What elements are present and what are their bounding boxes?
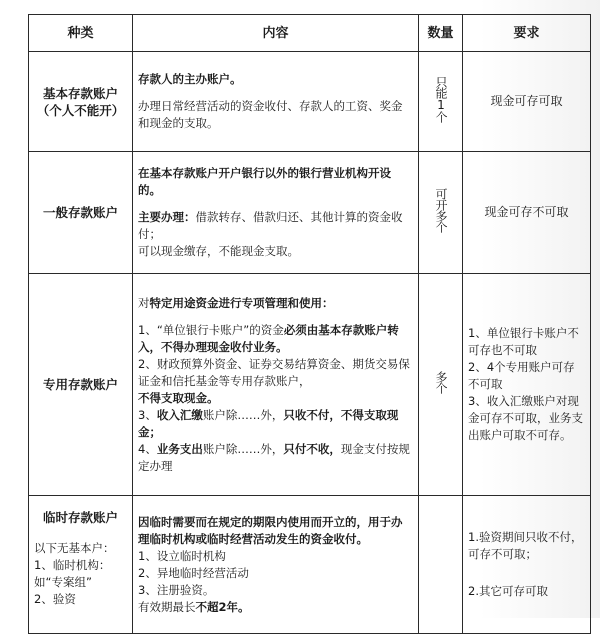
req-cell-basic: 现金可存可取 — [463, 52, 591, 152]
header-row — [29, 15, 591, 52]
req-cell-temporary — [463, 496, 591, 634]
req-line: 1、单位银行卡账户不可存也不可取 — [468, 326, 579, 357]
content-line: 可以现金缴存，不能现金支取。 — [138, 244, 299, 258]
kind-note-line: 1、临时机构：如“专案组” — [34, 558, 111, 589]
kind-note-line: 2、验资 — [34, 592, 76, 606]
content-cell-special — [133, 274, 419, 496]
req-cell-special — [463, 274, 591, 496]
content-cell-basic — [133, 52, 419, 152]
qty-value: 多个 — [434, 371, 448, 393]
qty-value: 可开多个 — [434, 188, 448, 232]
content-line: 2、财政预算外资金、证券交易结算资金、期货交易保证金和信托基金等专用存款账户， — [138, 356, 410, 388]
kind-label: 临时存款账户 — [42, 510, 118, 525]
header-qty: 数量 — [419, 15, 463, 52]
table-row — [29, 52, 591, 152]
content-line: 在基本存款账户开户银行以外的银行营业机构开设的。 — [138, 166, 391, 197]
qty-cell-special — [419, 274, 463, 496]
content-line: 4、业务支出账户除……外，只付不收，现金支付按规定办理 — [138, 441, 410, 473]
content-cell-general — [133, 152, 419, 274]
kind-cell-special: 专用存款账户 — [29, 274, 133, 496]
content-line: 存款人的主办账户。 — [138, 72, 242, 86]
content-line: 1、设立临时机构 — [138, 548, 226, 563]
content-line: 2、异地临时经营活动 — [138, 565, 249, 580]
table-row — [29, 496, 591, 634]
content-line: 不得支取现金。 — [138, 390, 219, 405]
header-content: 内容 — [133, 15, 419, 52]
qty-value: 只能1个 — [434, 76, 448, 122]
content-line: 办理日常经营活动的资金收付、存款人的工资、奖金和现金的支取。 — [138, 99, 403, 130]
qty-cell-temporary — [419, 496, 463, 634]
content-cell-temporary — [133, 496, 419, 634]
req-line: 2.其它可存可取 — [468, 584, 548, 598]
kind-label: 基本存款账户 — [42, 85, 118, 101]
kind-cell-basic — [29, 52, 133, 152]
kind-cell-temporary — [29, 496, 133, 634]
content-line: 因临时需要而在规定的期限内使用而开立的，用于办理临时机构或临时经营活动发生的资金收付。 — [138, 514, 403, 546]
header-req: 要求 — [463, 15, 591, 52]
header-kind: 种类 — [29, 15, 133, 52]
qty-cell-basic — [419, 52, 463, 152]
req-line: 2、4个专用账户可存不可取 — [468, 360, 575, 391]
req-line: 3、收入汇缴账户对现金可存不可取，业务支出账户可取不可存。 — [468, 394, 583, 442]
content-line: 3、收入汇缴账户除……外，只收不付，不得支取现金； — [138, 407, 399, 439]
kind-cell-general: 一般存款账户 — [29, 152, 133, 274]
kind-note — [34, 540, 127, 608]
table-row — [29, 274, 591, 496]
content-line: 3、注册验资。 — [138, 582, 215, 597]
table-row — [29, 152, 591, 274]
kind-note-line: 以下无基本户： — [34, 541, 115, 555]
req-line: 1.验资期间只收不付，可存不可取； — [468, 530, 583, 561]
content-line: 主要办理：借款转存、借款归还、其他计算的资金收付； — [138, 210, 403, 241]
content-line: 对特定用途资金进行专项管理和使用： — [138, 295, 334, 310]
content-line: 有效期最长不超2年。 — [138, 599, 250, 614]
qty-cell-general — [419, 152, 463, 274]
content-line: 1、“单位银行卡账户”的资金必须由基本存款账户转入，不得办理现金收付业务。 — [138, 322, 399, 354]
account-types-table — [28, 14, 591, 634]
req-cell-general: 现金可存不可取 — [463, 152, 591, 274]
kind-sublabel: （个人不能开） — [36, 102, 125, 118]
